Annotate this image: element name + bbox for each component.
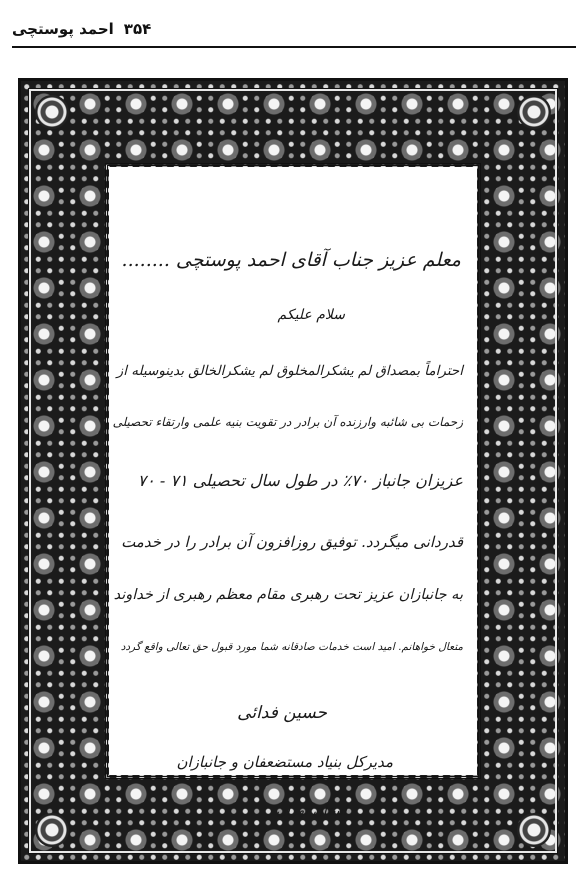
letter-body-line: به جانبازان عزیز تحت رهبری مقام معظم رهبری از خداوند bbox=[113, 587, 463, 603]
signer-province: استان تهران bbox=[275, 803, 347, 819]
book-title: احمد پوستچی bbox=[12, 20, 114, 38]
corner-ornament-icon bbox=[35, 813, 69, 847]
letter-body-line: متعال خواهانم. امید است خدمات صادقانه شما مورد قبول حق تعالی واقع گردد bbox=[120, 641, 463, 653]
letter-body-line: قدردانی میگردد. توفیق روزافزون آن برادر را در خدمت bbox=[121, 533, 463, 551]
corner-ornament-icon bbox=[517, 813, 551, 847]
letter-body-line: احتراماً بمصداق لم یشکرالمخلوق لم یشکرالخالق بدینوسیله از bbox=[116, 363, 463, 379]
running-header bbox=[12, 14, 574, 44]
letter-greeting: سلام علیکم bbox=[277, 307, 345, 323]
page-number: ۳۵۴ bbox=[123, 20, 152, 38]
header-rule bbox=[12, 46, 576, 48]
corner-ornament-icon bbox=[35, 95, 69, 129]
appreciation-letter bbox=[109, 167, 477, 819]
signer-name: حسین فدائی bbox=[237, 703, 327, 723]
signer-position: مدیرکل بنیاد مستضعفان و جانبازان bbox=[176, 753, 393, 771]
corner-ornament-icon bbox=[517, 95, 551, 129]
ornamental-frame bbox=[18, 78, 568, 864]
letter-panel bbox=[109, 167, 477, 819]
letter-salutation: معلم عزیز جناب آقای احمد پوستچی ........ bbox=[121, 249, 461, 271]
letter-body-line: زحمات بی شائبه وارزنده آن برادر در تقویت بنیه علمی وارتقاء تحصیلی bbox=[112, 415, 463, 429]
letter-body-line: عزیزان جانباز ۷۰٪ در طول سال تحصیلی ۷۱ - ۷۰ bbox=[137, 471, 463, 490]
